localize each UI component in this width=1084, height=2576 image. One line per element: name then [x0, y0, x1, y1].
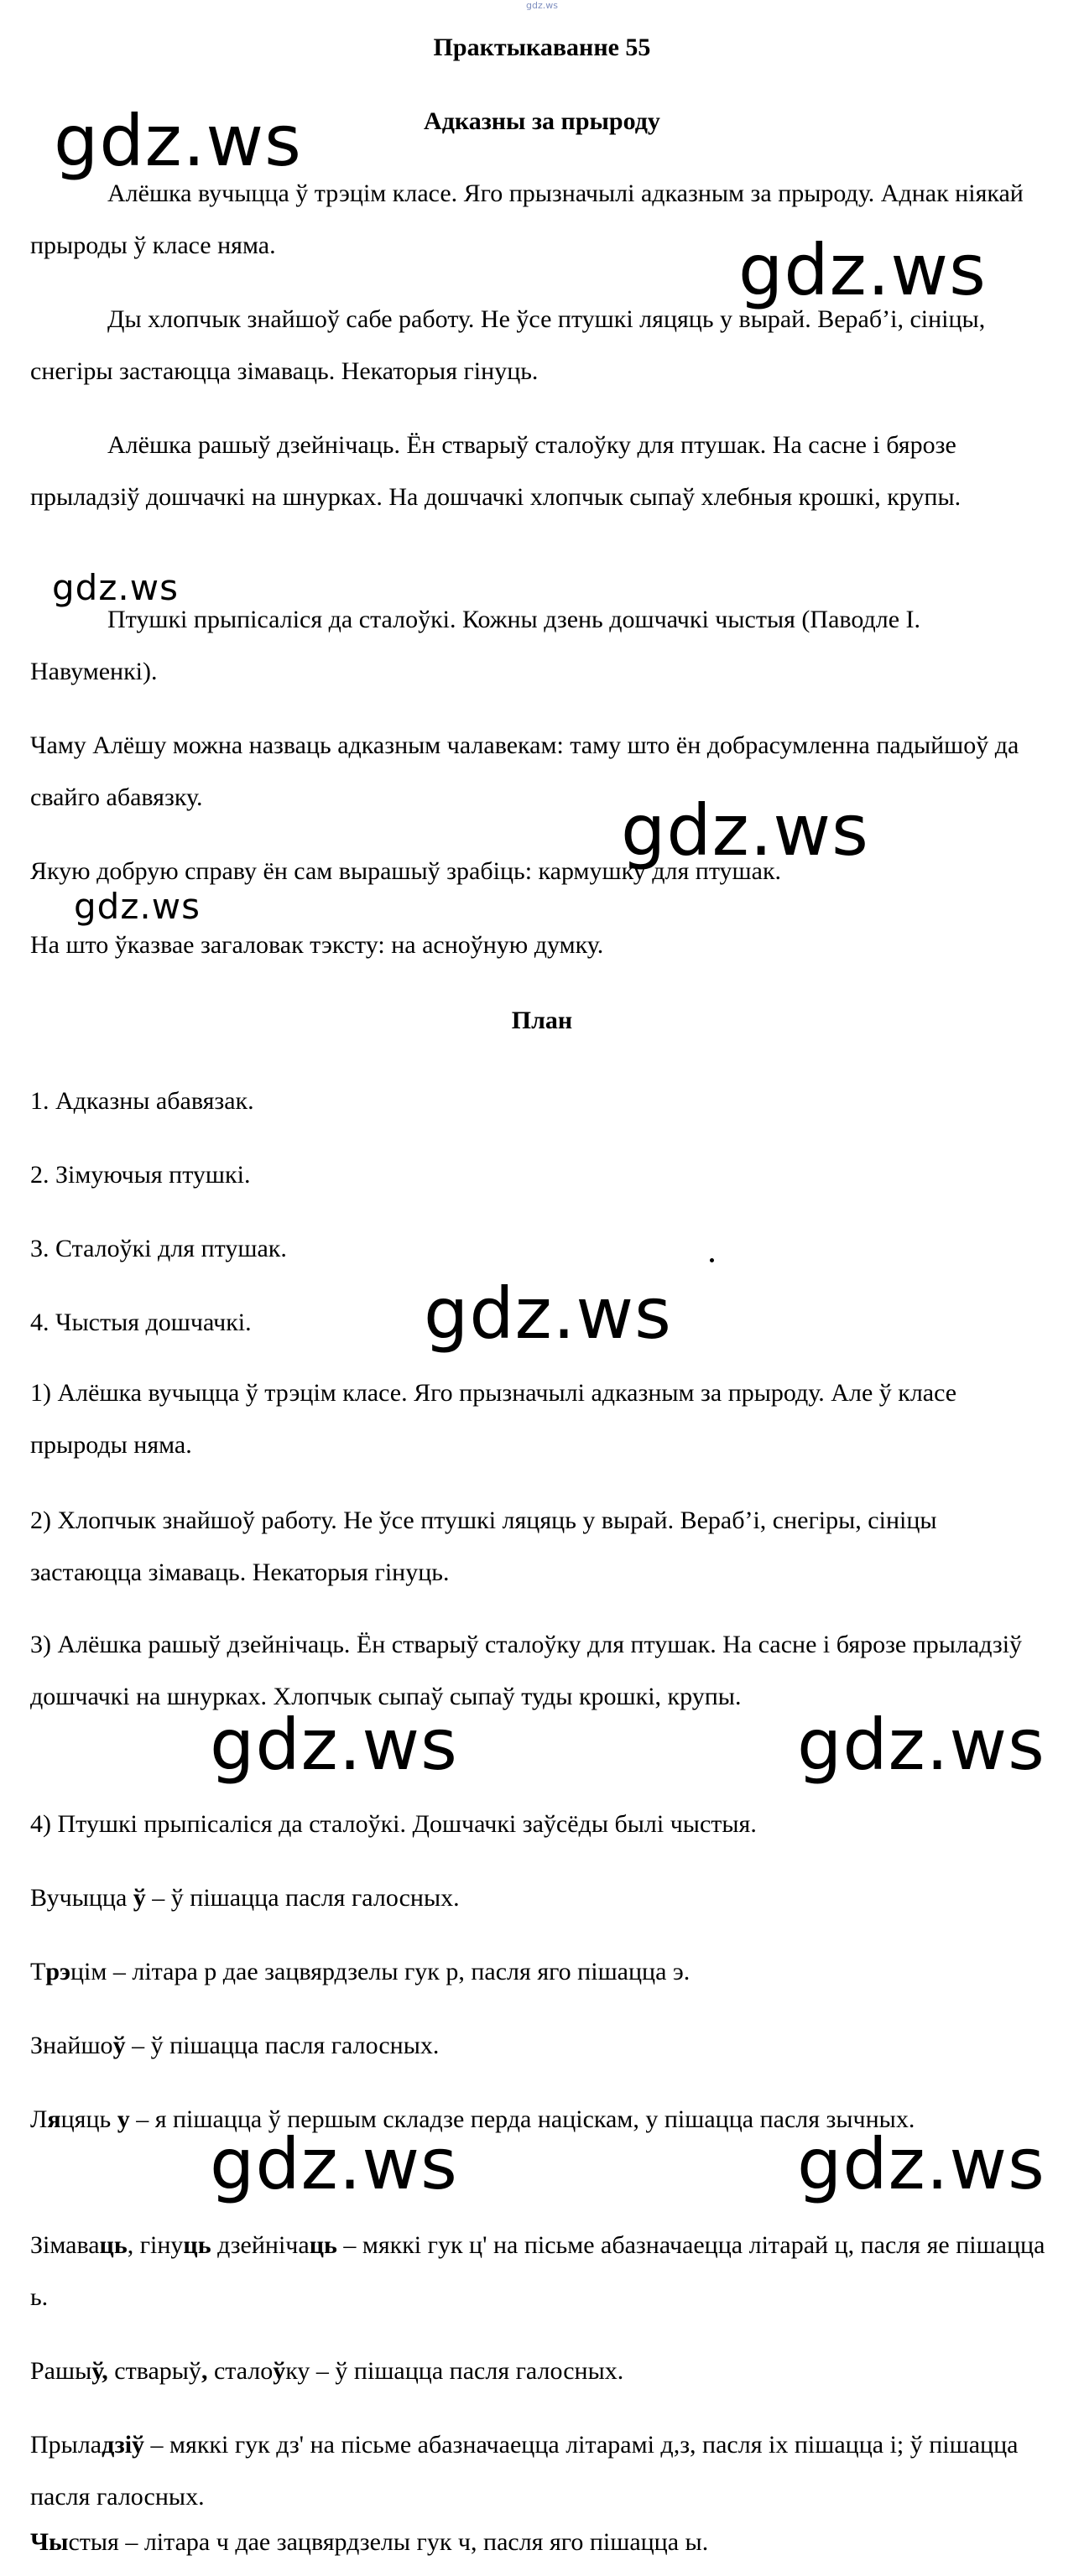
plan-item: 1. Адказны абавязак. [30, 1087, 254, 1115]
watermark: gdz.ws [54, 100, 302, 182]
story-paragraph: Ды хлопчык знайшоў сабе работу. Не ўсе птушкі ляцяць у вырай. Вераб’і, сініцы, снегіры застаюцца зімаваць. Некаторыя гінуць. [30, 305, 986, 385]
analysis-line: Чыстыя – літара ч дае зацвярдзелы гук ч, пасля яго пішацца ы. [30, 2528, 709, 2556]
analysis-line: Ляцяць у – я пішацца ў першым складзе перда націскам, у пішацца пасля зычных. [30, 2105, 915, 2133]
watermark: gdz.ws [797, 2123, 1045, 2205]
analysis-line: Зімаваць, гінуць дзейнічаць – мяккі гук ц' на пісьме абазначаецца літарай ц, пасля яе пішацца ь. [30, 2231, 1045, 2311]
watermark: gdz.ws [210, 2123, 458, 2205]
story-paragraph: Птушкі прыпісаліся да сталоўкі. Кожны дзень дошчачкі чыстыя (Паводле І. Навуменкі). [30, 606, 921, 685]
watermark: gdz.ws [74, 886, 201, 927]
watermark: gdz.ws [738, 229, 987, 311]
watermark: gdz.ws [621, 789, 869, 872]
watermark: gdz.ws [52, 567, 179, 608]
retelling-paragraph: 3) Алёшка рашыў дзейнічаць. Ён стварыў сталоўку для птушак. На сасне і бярозе прыладзіў дошчачкі на шнурках. Хлопчык сыпаў сыпаў туды крошкі, крупы. [30, 1631, 1023, 1710]
analysis-line: Знайшоў – ў пішацца пасля галосных. [30, 2032, 440, 2059]
plan-item: 4. Чыстыя дошчачкі. [30, 1309, 252, 1336]
story-title: Адказны за прыроду [424, 107, 660, 135]
analysis-line: Прыладзіў – мяккі гук дз' на пісьме абазначаецца літарамі д,з, пасля іх пішацца і; ў пішацца пасля галосных. [30, 2431, 1019, 2511]
story-paragraph: Алёшка рашыў дзейнічаць. Ён стварыў сталоўку для птушак. На сасне і бярозе прыладзіў дошчачкі на шнурках. На дошчачкі хлопчык сыпаў хлебныя крошкі, крупы. [30, 431, 962, 511]
top-watermark: gdz.ws [526, 0, 558, 11]
analysis-line: Вучыцца ў – ў пішацца пасля галосных. [30, 1884, 460, 1912]
qa-line: Якую добрую справу ён сам вырашыў зрабіць: кармушку для птушак. [30, 857, 782, 885]
story-paragraph: Алёшка вучыцца ў трэцім класе. Яго прызначылі адказным за прыроду. Аднак ніякай прыроды ў класе няма. [30, 180, 1024, 259]
plan-item: 3. Сталоўкі для птушак. [30, 1235, 287, 1262]
stray-dot [710, 1258, 714, 1262]
retelling-paragraph: 1) Алёшка вучыцца ў трэцім класе. Яго прызначылі адказным за прыроду. Але ў класе прыроды няма. [30, 1379, 957, 1459]
qa-line: Чаму Алёшу можна назваць адказным чалавекам: таму што ён добрасумленна падыйшоў да свайго абавязку. [30, 731, 1019, 811]
analysis-line: Рашыў, стварыў, сталоўку – ў пішацца пасля галосных. [30, 2357, 624, 2385]
plan-title: План [511, 1007, 573, 1034]
watermark: gdz.ws [797, 1704, 1045, 1786]
retelling-paragraph: 2) Хлопчык знайшоў работу. Не ўсе птушкі ляцяць у вырай. Вераб’і, снегіры, сініцы застаюцца зімаваць. Некаторыя гінуць. [30, 1507, 937, 1586]
plan-item: 2. Зімуючыя птушкі. [30, 1161, 251, 1189]
qa-line: На што ўказвае загаловак тэксту: на асноўную думку. [30, 931, 604, 959]
page-title: Практыкаванне 55 [433, 34, 651, 61]
analysis-line: Трэцім – літара р дае зацвярдзелы гук р, пасля яго пішацца э. [30, 1958, 691, 1985]
watermark: gdz.ws [424, 1272, 672, 1355]
watermark: gdz.ws [210, 1704, 458, 1786]
retelling-paragraph: 4) Птушкі прыпісаліся да сталоўкі. Дошчачкі заўсёды былі чыстыя. [30, 1810, 757, 1838]
